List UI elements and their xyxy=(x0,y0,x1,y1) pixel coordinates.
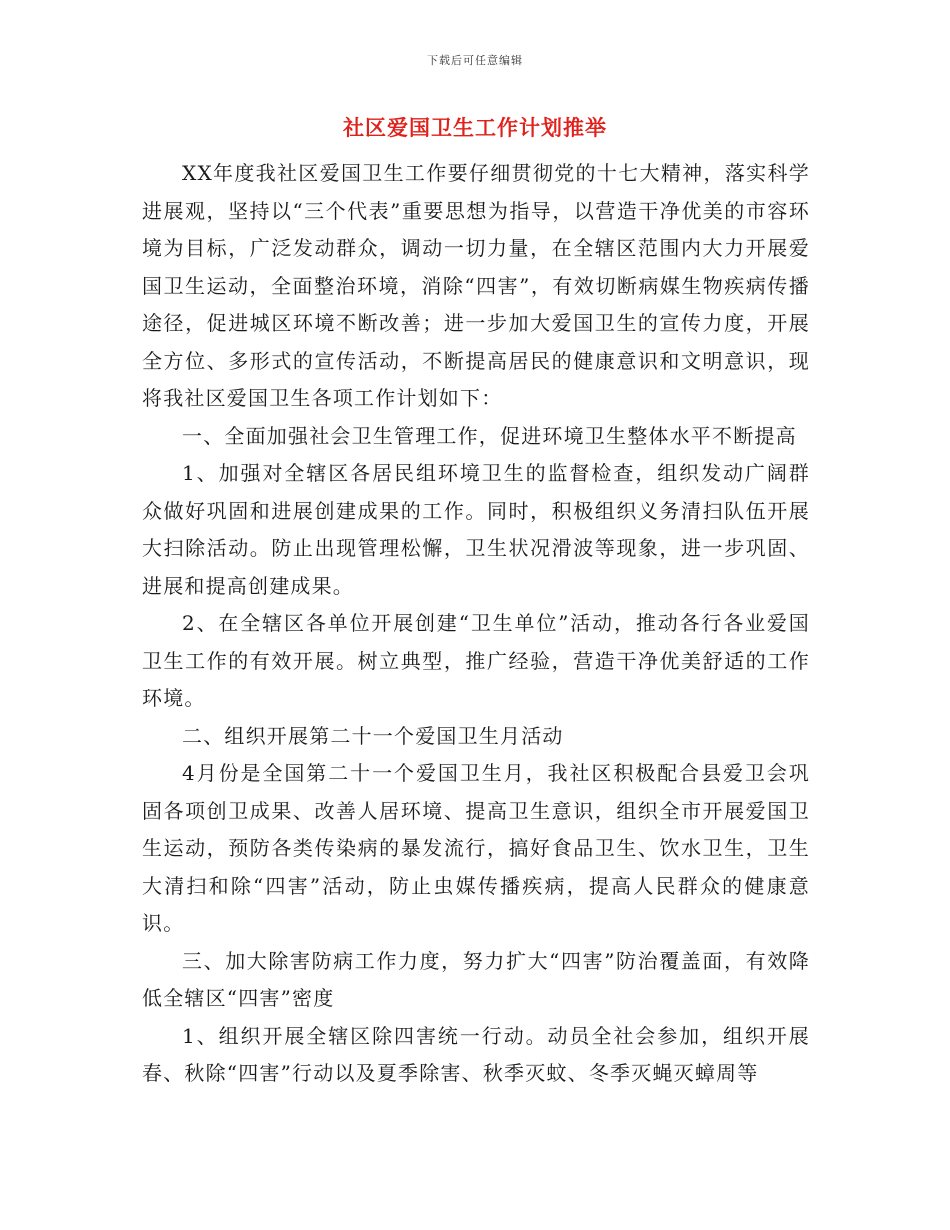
paragraph-3-1: 1、组织开展全辖区除四害统一行动。动员全社会参加，组织开展春、秋除“四害”行动以及夏季除害、秋季灭蚊、冬季灭蝇灭蟑周等 xyxy=(142,1023,810,1085)
document-body xyxy=(142,155,810,1093)
paragraph-1-2: 2、在全辖区各单位开展创建“卫生单位”活动，推动各行各业爱国卫生工作的有效开展。树立典型，推广经验，营造干净优美舒适的工作环境。 xyxy=(142,611,810,710)
section-heading-3: 三、加大除害防病工作力度，努力扩大“四害”防治覆盖面，有效降低全辖区“四害”密度 xyxy=(142,948,810,1010)
paragraph-intro: XX年度我社区爱国卫生工作要仔细贯彻党的十七大精神，落实科学进展观，坚持以“三个代表”重要思想为指导，以营造干净优美的市容环境为目标，广泛发动群众，调动一切力量，在全辖区范围内大力开展爱国卫生运动，全面整治环境，消除“四害”，有效切断病媒生物疾病传播途径，促进城区环境不断改善；进一步加大爱国卫生的宣传力度，开展全方位、多形式的宣传活动，不断提高居民的健康意识和文明意识，现将我社区爱国卫生各项工作计划如下： xyxy=(142,161,810,410)
paragraph-2: 4月份是全国第二十一个爱国卫生月，我社区积极配合县爱卫会巩固各项创卫成果、改善人居环境、提高卫生意识，组织全市开展爱国卫生运动，预防各类传染病的暴发流行，搞好食品卫生、饮水卫生，卫生大清扫和除“四害”活动，防止虫媒传播疾病，提高人民群众的健康意识。 xyxy=(142,761,810,935)
paragraph-1-1: 1、加强对全辖区各居民组环境卫生的监督检查，组织发动广阔群众做好巩固和进展创建成果的工作。同时，积极组织义务清扫队伍开展大扫除活动。防止出现管理松懈，卫生状况滑波等现象，进一步巩固、进展和提高创建成果。 xyxy=(142,461,810,598)
section-heading-1: 一、全面加强社会卫生管理工作，促进环境卫生整体水平不断提高 xyxy=(182,423,797,448)
document-title: 社区爱国卫生工作计划推举 xyxy=(343,115,607,140)
header-note: 下载后可任意编辑 xyxy=(427,54,523,67)
section-heading-2: 二、组织开展第二十一个爱国卫生月活动 xyxy=(182,723,564,748)
